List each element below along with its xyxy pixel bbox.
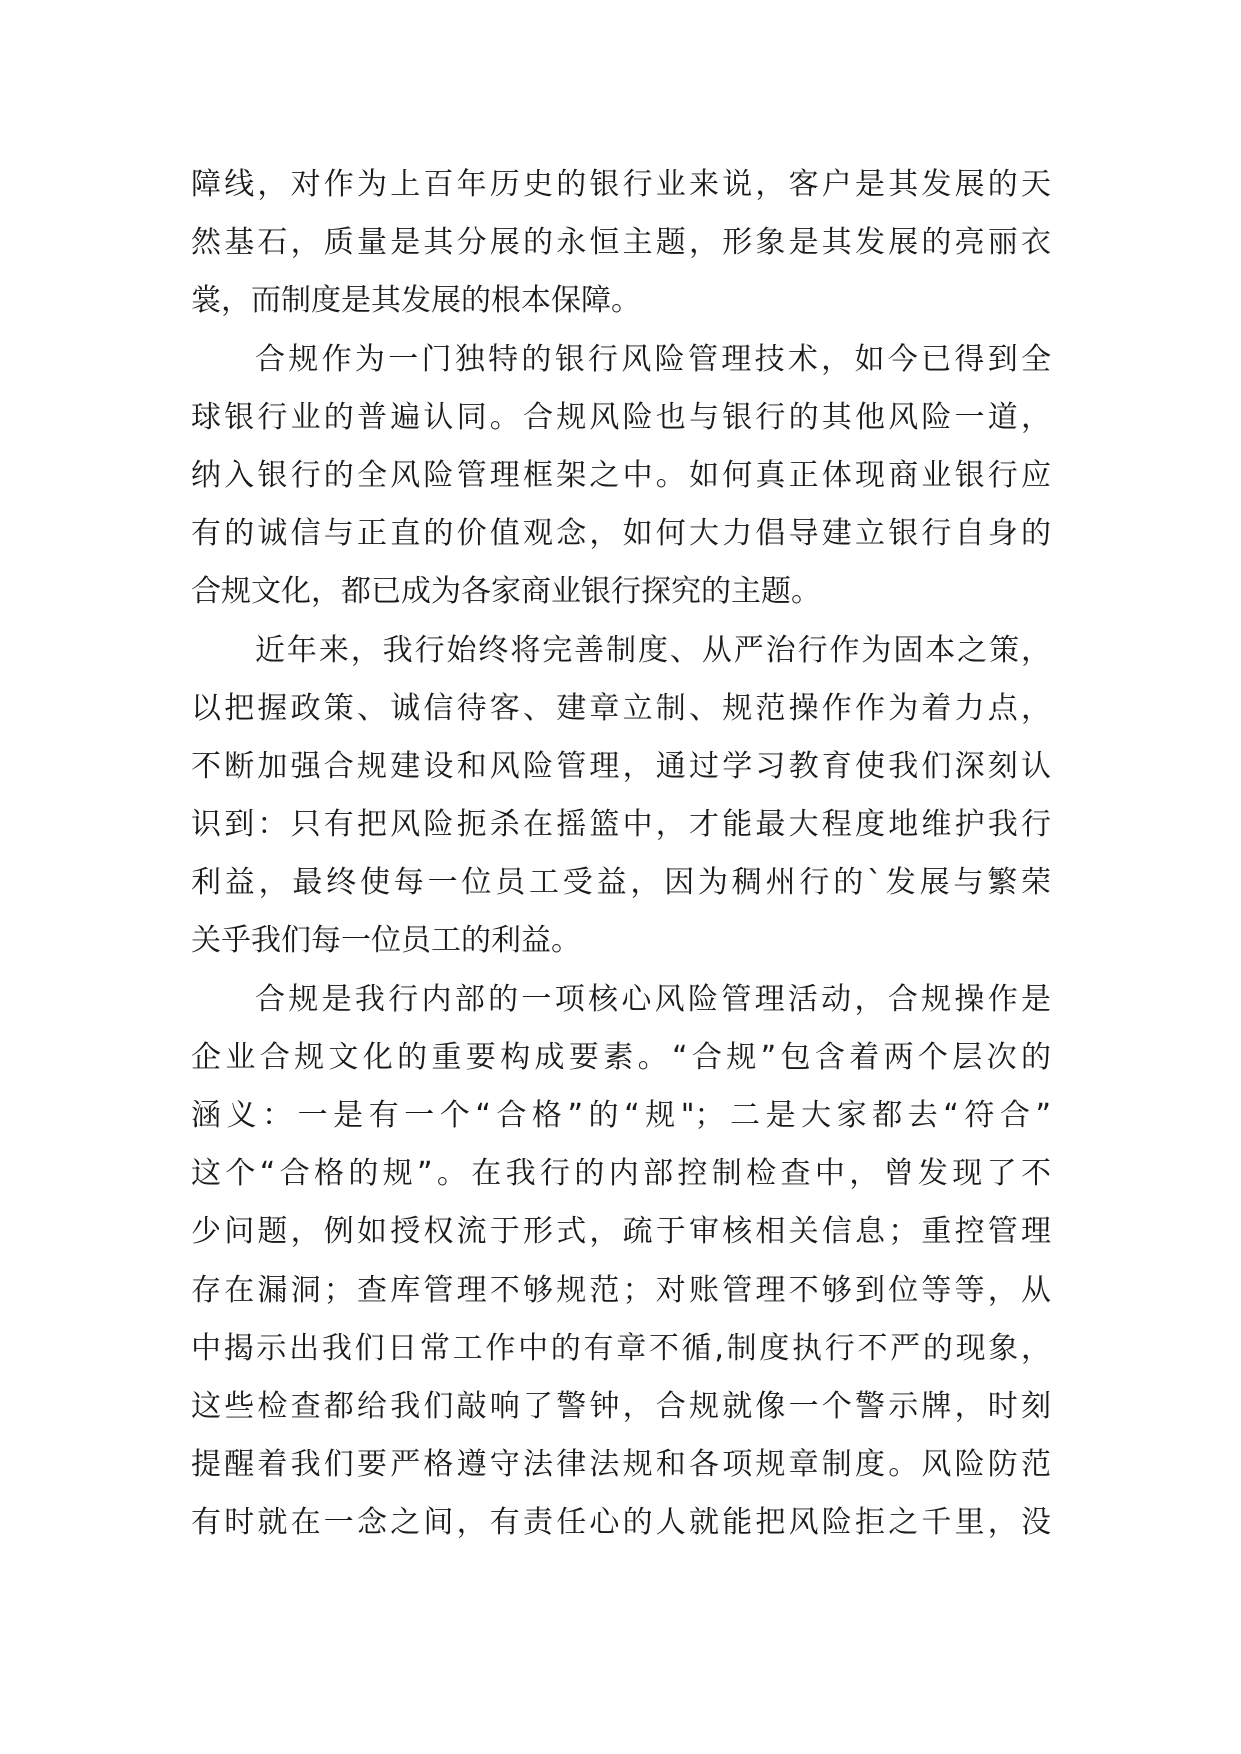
paragraph-first-line: 合规是我行内部的一项核心风险管理活动，合规操作是 <box>255 981 1051 1017</box>
text-line: 不断加强合规建设和风险管理，通过学习教育使我们深刻认 <box>191 748 1051 784</box>
text-line: 障线，对作为上百年历史的银行业来说，客户是其发展的天 <box>191 167 1051 202</box>
text-line: 提醒着我们要严格遵守法律法规和各项规章制度。风险防范 <box>191 1447 1051 1483</box>
text-line: 这个“合格的规”。在我行的内部控制检查中，曾发现了不 <box>191 1156 1051 1192</box>
text-line: 识到：只有把风险扼杀在摇篮中，才能最大程度地维护我行 <box>191 807 1051 843</box>
text-line: 涵义：一是有一个“合格”的“规"；二是大家都去“符合” <box>191 1098 1051 1133</box>
document-body <box>191 156 1051 1553</box>
text-line: 这些检查都给我们敲响了警钟，合规就像一个警示牌，时刻 <box>191 1388 1051 1424</box>
text-line: 有时就在一念之间，有责任心的人就能把风险拒之千里，没 <box>191 1505 1051 1541</box>
text-line: 少问题，例如授权流于形式，疏于审核相关信息；重控管理 <box>191 1214 1051 1250</box>
text-line: 然基石，质量是其分展的永恒主题，形象是其发展的亮丽衣 <box>191 225 1051 261</box>
text-line: 以把握政策、诚信待客、建章立制、规范操作作为着力点， <box>191 690 1051 726</box>
text-line: 存在漏洞；查库管理不够规范；对账管理不够到位等等，从 <box>191 1272 1051 1308</box>
text-line: 球银行业的普遍认同。合规风险也与银行的其他风险一道， <box>191 399 1051 435</box>
text-line: 裳，而制度是其发展的根本保障。 <box>191 283 641 319</box>
paragraph-first-line: 近年来，我行始终将完善制度、从严治行作为固本之策， <box>255 632 1051 668</box>
text-line: 合规文化，都已成为各家商业银行探究的主题。 <box>191 574 821 610</box>
text-line: 利益，最终使每一位员工受益，因为稠州行的`发展与繁荣 <box>191 865 1051 901</box>
text-line: 纳入银行的全风险管理框架之中。如何真正体现商业银行应 <box>191 457 1051 493</box>
text-line: 关乎我们每一位员工的利益。 <box>191 923 581 959</box>
text-line: 企业合规文化的重要构成要素。“合规”包含着两个层次的 <box>191 1039 1051 1075</box>
text-line: 有的诚信与正直的价值观念，如何大力倡导建立银行自身的 <box>191 516 1051 552</box>
paragraph-first-line: 合规作为一门独特的银行风险管理技术，如今已得到全 <box>255 341 1051 377</box>
text-line: 中揭示出我们日常工作中的有章不循,制度执行不严的现象， <box>191 1330 1051 1366</box>
